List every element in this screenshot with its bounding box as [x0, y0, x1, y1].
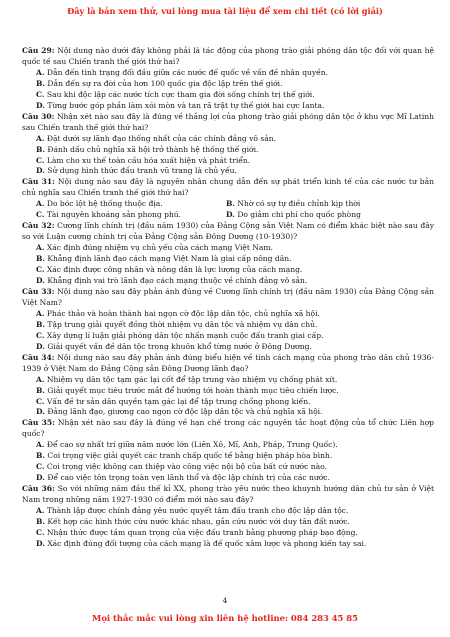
- option-33-a: A. Phác thảo và hoàn thành hai ngọn cờ độc lập dân tộc, chủ nghĩa xã hội.: [36, 308, 320, 318]
- option-35-b: B. Coi trọng việc giải quyết các tranh chấp quốc tế bằng biện pháp hòa bình.: [36, 451, 333, 461]
- question-31: [22, 177, 434, 199]
- question-33: [22, 287, 434, 309]
- option-35-c: C. Coi trọng việc không can thiệp vào công việc nội bộ của bất cứ nước nào.: [36, 462, 327, 472]
- option-34-d: D. Đảng lãnh đạo, giương cao ngọn cờ độc lập dân tộc và chủ nghĩa xã hội.: [36, 407, 323, 417]
- question-text: Nhận xét nào sau đây là đúng về hạn chế trong các nguyên tắc hoạt động của tổ chức Liên hợp quốc?: [22, 418, 434, 439]
- question-number: Câu 33:: [22, 286, 55, 296]
- option-33-c: C. Xây dựng lí luận giải phóng dân tộc nhấn mạnh cuộc đấu tranh giai cấp.: [36, 330, 324, 340]
- option-36-b: B. Kết hợp các hình thức cứu nước khác nhau, gắn cứu nước với duy tân đất nước.: [36, 516, 350, 526]
- option-36-c: C. Nhận thức được tầm quan trọng của việc đấu tranh bằng phương pháp bạo động.: [36, 527, 358, 537]
- option-33-d: D. Giải quyết vấn đề dân tộc trong khuôn khổ từng nước ở Đông Dương.: [36, 341, 312, 351]
- option-29-c: C. Sau khi độc lập các nước tích cực tham gia đời sống chính trị thế giới.: [36, 89, 315, 99]
- option-34-c: C. Vấn đề tư sản dân quyền tạm gác lại để tập trung chống phong kiến.: [36, 396, 311, 406]
- question-36: [22, 484, 434, 506]
- option-32-c: C. Xác định được công nhân và nông dân là lực lượng của cách mạng.: [36, 265, 303, 275]
- option-36-a: A. Thành lập được chính đảng yêu nước quyết tâm đấu tranh cho độc lập dân tộc.: [36, 506, 349, 516]
- option-35-a: A. Để cao sự nhất trí giữa năm nước lớn (Liên Xô, Mĩ, Anh, Pháp, Trung Quốc).: [36, 440, 338, 450]
- option-29-d: D. Từng bước góp phần làm xói mòn và tan rã trật tự thế giới hai cực Ianta.: [36, 100, 325, 110]
- option-32-b: B. Khẳng định lãnh đạo cách mạng Việt Nam là giai cấp nông dân.: [36, 254, 292, 264]
- option-32-d: D. Khẳng định vai trò lãnh đạo cách mạng thuộc về chính đảng vô sản.: [36, 276, 308, 286]
- question-number: Câu 29:: [22, 46, 55, 55]
- option-34-b: B. Giải quyết mục tiêu trước mắt để hướng tới hoàn thành mục tiêu chiến lược.: [36, 385, 339, 395]
- option-31-a: A. Do bóc lột hệ thống thuộc địa.: [36, 199, 163, 209]
- question-number: Câu 34:: [22, 352, 55, 362]
- question-number: Câu 31:: [22, 177, 55, 187]
- question-text: Nội dung nào sau đây phản ánh đúng về Cương lĩnh chính trị (đầu năm 1930) của Đảng Cộng sản Việt Nam?: [22, 286, 434, 307]
- question-number: Câu 32:: [22, 221, 55, 231]
- question-text: Nhận xét nào sau đây là đúng về thắng lợi của phong trào giải phóng dân tộc ở khu vực Mĩ Latinh sau Chiến tranh thế giới thứ hai?: [22, 111, 434, 132]
- footer-banner: Mọi thắc mắc vui lòng xin liên hệ hotline: 084 283 45 85: [92, 613, 358, 623]
- question-text: Nội dung nào sau đây phản ánh đúng biểu hiện về tính cách mạng của phong trào dân chủ 1936-1939 ở Việt Nam do Đảng Cộng sản Đông Dương lãnh đạo?: [22, 352, 434, 373]
- option-36-d: D. Xác định đúng đối tượng của cách mạng là đế quốc xâm lược và phong kiến tay sai.: [36, 538, 367, 548]
- question-34: [22, 353, 434, 375]
- question-35: [22, 418, 434, 440]
- option-29-a: A. Dẫn đến tình trạng đối đầu giữa các nước đế quốc về vấn đề nhân quyền.: [36, 67, 329, 77]
- header-banner: Đây là bản xem thử, vui lòng mua tài liệu để xem chi tiết (có lời giải): [67, 6, 383, 16]
- option-30-b: B. Đánh dấu chủ nghĩa xã hội trở thành hệ thống thế giới.: [36, 144, 259, 154]
- question-30: [22, 112, 434, 134]
- question-text: Nội dung nào dưới đây không phải là tác động của phong trào giải phóng dân tộc đối với quan hệ quốc tế sau Chiến tranh thế giới thứ hai?: [22, 46, 434, 66]
- question-text: Nội dung nào sau đây là nguyên nhân chung dẫn đến sự phát triển kinh tế của các nước tư bản chủ nghĩa sau Chiến tranh thế giới thứ hai?: [22, 177, 434, 198]
- option-34-a: A. Nhiệm vụ dân tộc tạm gác lại cốt để tập trung vào nhiệm vụ chống phát xít.: [36, 374, 338, 384]
- option-row-31-cd: [22, 210, 434, 221]
- question-list: [22, 46, 434, 550]
- option-30-a: A. Đặt dưới sự lãnh đạo thống nhất của các chính đảng vô sản.: [36, 133, 276, 143]
- question-text: Cương lĩnh chính trị (đầu năm 1930) của Đảng Cộng sản Việt Nam có điểm khác biệt nào sau đây so với Luận cương chính trị của Đảng Cộng sản Đông Dương (10-1930)?: [22, 221, 434, 242]
- question-29: [22, 46, 434, 68]
- question-32: [22, 221, 434, 243]
- option-31-b: B. Nhờ có sự tự điều chỉnh kịp thời: [226, 199, 361, 209]
- option-32-a: A. Xác định đúng nhiệm vụ chủ yếu của cách mạng Việt Nam.: [36, 243, 273, 253]
- question-number: Câu 30:: [22, 111, 55, 121]
- option-31-d: D. Do giảm chi phí cho quốc phòng: [226, 210, 361, 220]
- question-text: So với những năm đầu thế kỉ XX, phong trào yêu nước theo khuynh hướng dân chủ tư sản ở Việt Nam trong những năm 1927-1930 có điểm mới nào sau đây?: [22, 484, 434, 505]
- option-30-d: D. Sử dụng hình thức đấu tranh vũ trang là chủ yếu.: [36, 166, 237, 176]
- option-29-b: B. Dẫn đến sự ra đời của hơn 100 quốc gia độc lập trên thế giới.: [36, 78, 283, 88]
- page-number: 4: [222, 596, 228, 605]
- option-35-d: D. Để cao việc tôn trọng toàn vẹn lãnh thổ và độc lập chính trị của các nước.: [36, 473, 330, 483]
- question-number: Câu 35:: [22, 418, 55, 428]
- option-30-c: C. Làm cho xu thế toàn cầu hóa xuất hiện và phát triển.: [36, 155, 251, 165]
- option-row-31-ab: [22, 199, 434, 210]
- option-31-c: C. Tài nguyên khoáng sản phong phú.: [36, 210, 182, 220]
- question-number: Câu 36:: [22, 484, 55, 494]
- option-33-b: B. Tập trung giải quyết đồng thời nhiệm vụ dân tộc và nhiệm vụ dân chủ.: [36, 319, 318, 329]
